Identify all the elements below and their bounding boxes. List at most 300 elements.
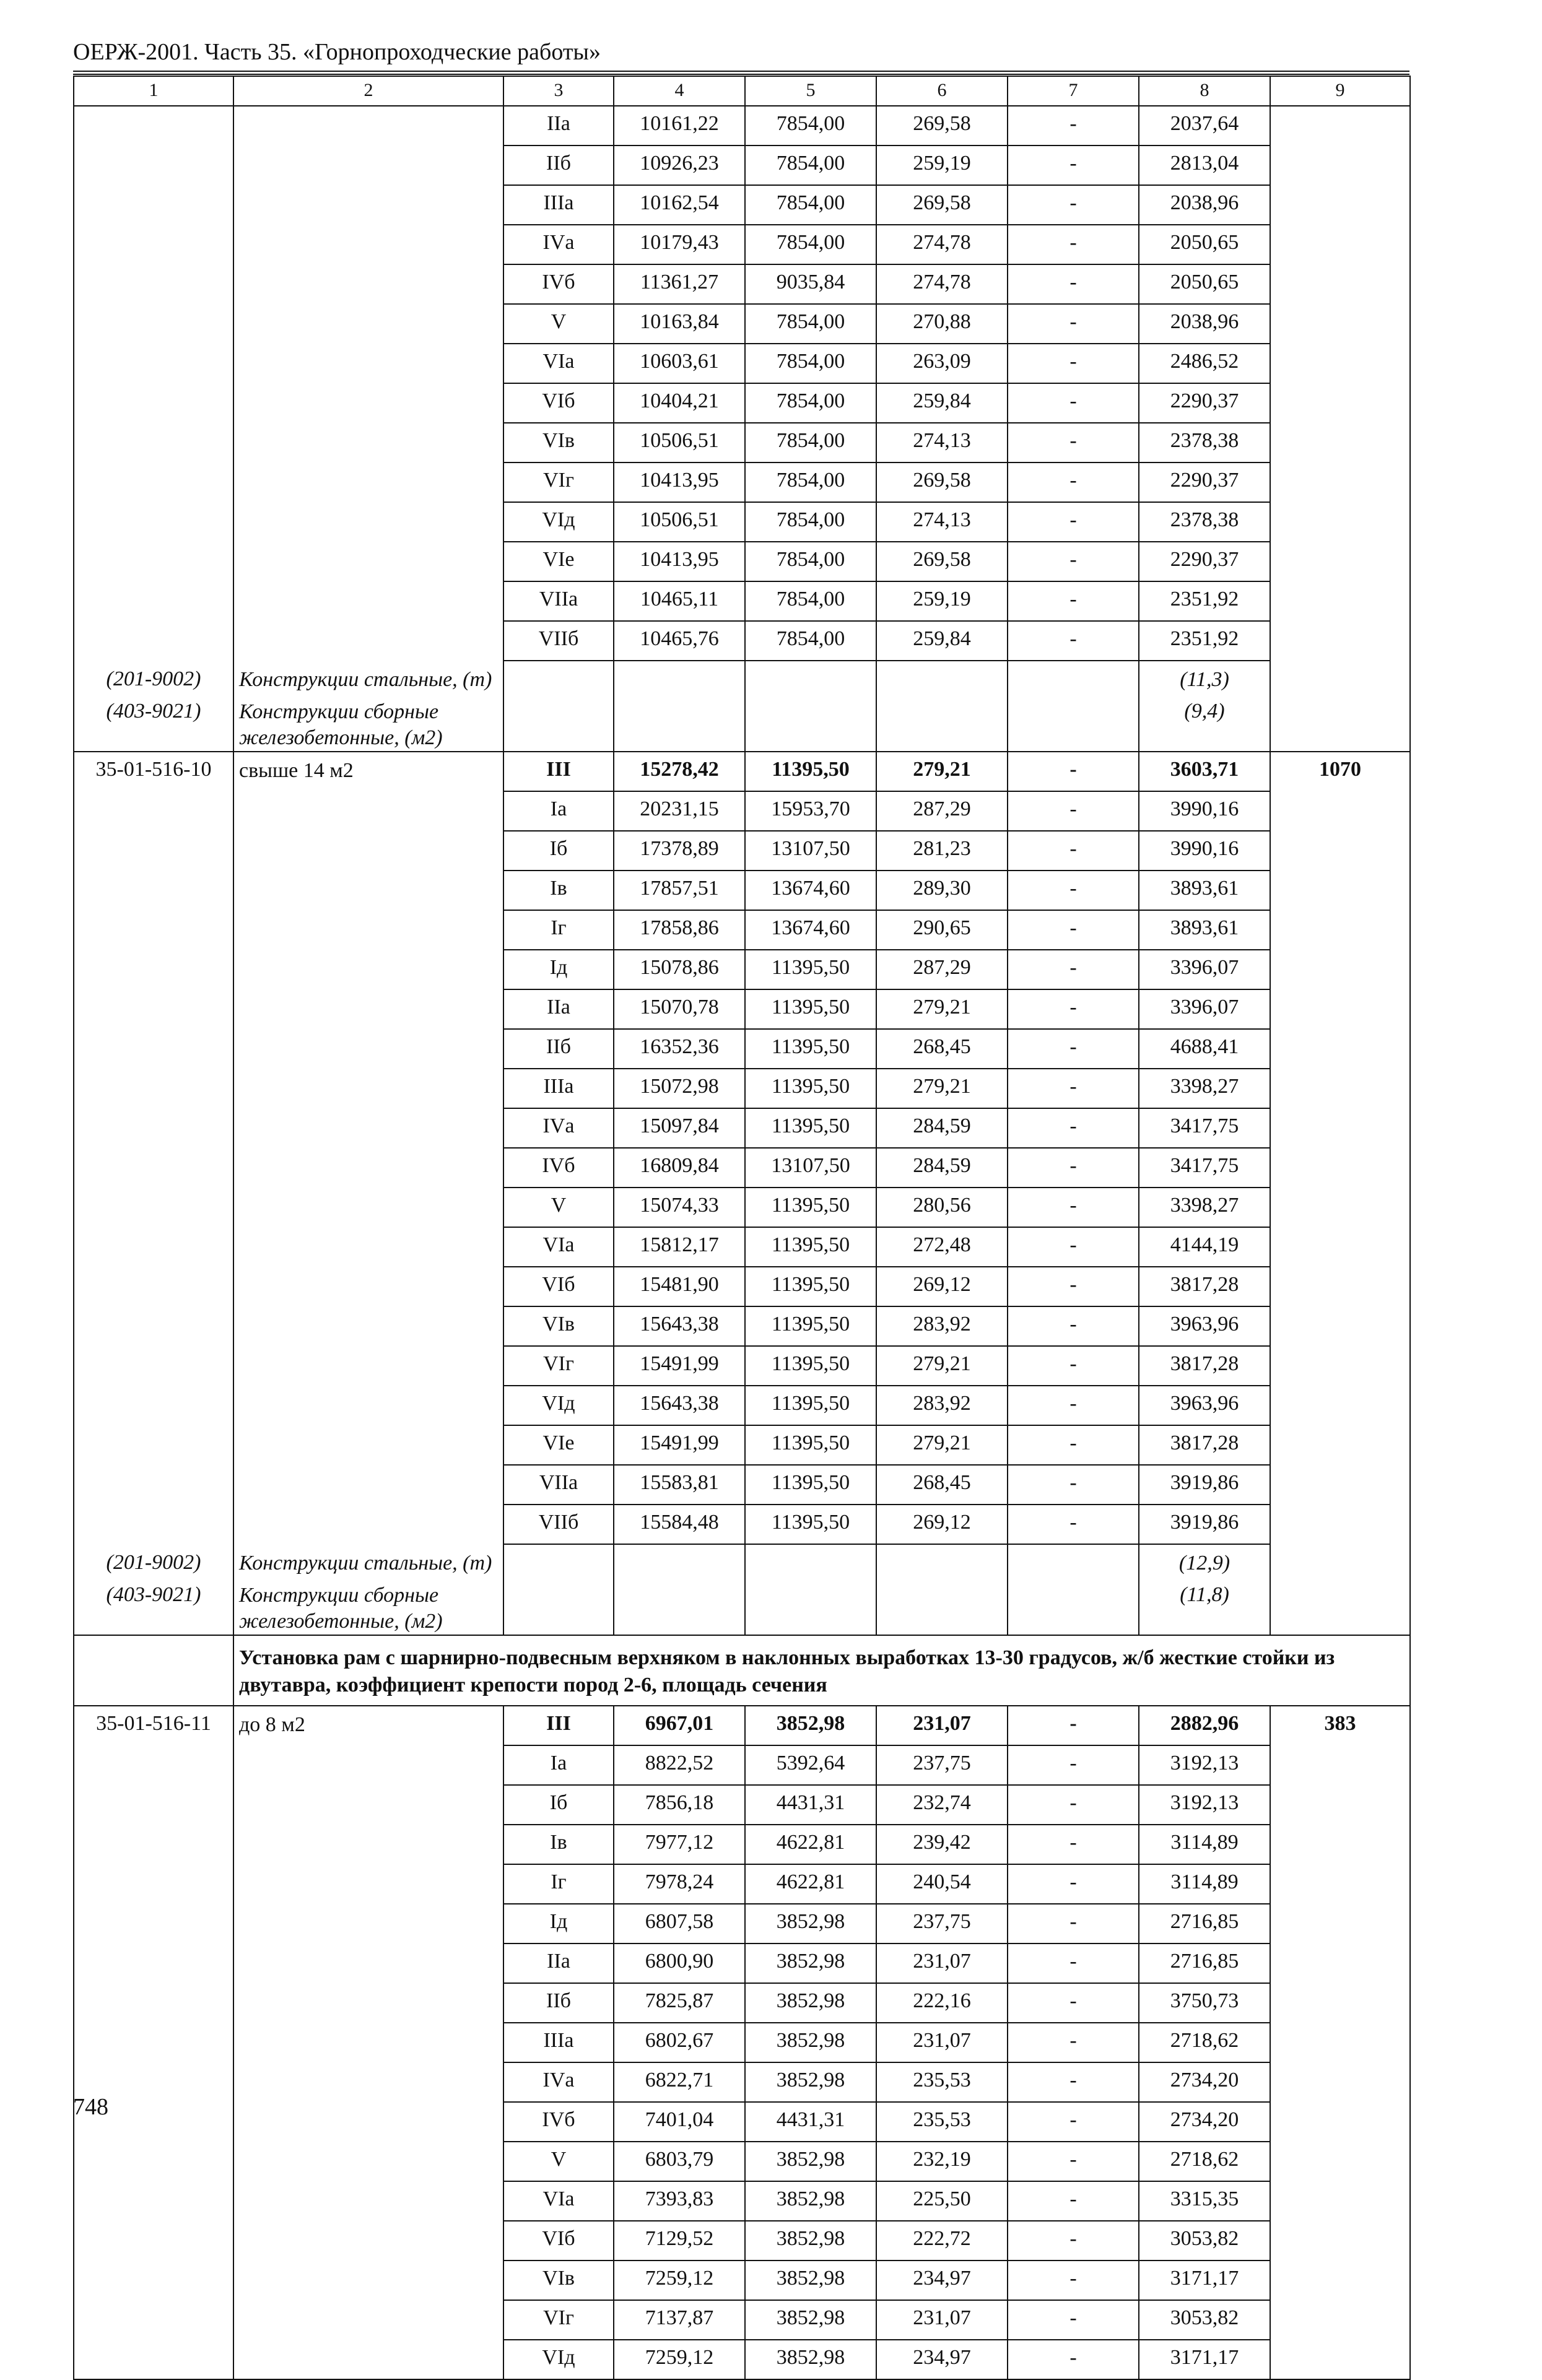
column-number: 9 <box>1270 76 1410 106</box>
material-name: Конструкции сборные железобетонные, (м2) <box>233 1576 503 1635</box>
header-rule <box>73 71 1409 75</box>
table-body <box>74 76 1410 2379</box>
total-cost-cell: 16352,36 <box>614 1029 745 1069</box>
rock-category-cell: VIг <box>503 463 614 502</box>
wages-cost-cell: - <box>1008 344 1139 383</box>
machines-cost-cell: 268,45 <box>876 1465 1008 1505</box>
wages-cost-cell: - <box>1008 502 1139 542</box>
machines-cost-cell: 270,88 <box>876 304 1008 344</box>
machines-cost-cell: 231,07 <box>876 1944 1008 1983</box>
wages-cost-cell: - <box>1008 2261 1139 2300</box>
machines-cost-cell: 269,12 <box>876 1267 1008 1306</box>
total-cost-cell: 15070,78 <box>614 989 745 1029</box>
materials-cost-cell: 11395,50 <box>745 1425 876 1465</box>
labor-cost-cell: 2290,37 <box>1139 542 1270 581</box>
item-description: до 8 м2 <box>233 1706 503 2379</box>
rock-category-cell: VIб <box>503 383 614 423</box>
total-cost-cell: 6822,71 <box>614 2062 745 2102</box>
page-header: ОЕРЖ-2001. Часть 35. «Горнопроходческие работы» <box>73 39 601 65</box>
machines-cost-cell: 283,92 <box>876 1306 1008 1346</box>
machines-cost-cell: 274,13 <box>876 423 1008 463</box>
machines-cost-cell: 287,29 <box>876 791 1008 831</box>
labor-cost-cell: 2037,64 <box>1139 106 1270 145</box>
materials-cost-cell: 4431,31 <box>745 2102 876 2142</box>
machines-cost-cell: 231,07 <box>876 1706 1008 1745</box>
machines-cost-cell: 234,97 <box>876 2340 1008 2379</box>
material-row <box>74 693 1410 752</box>
machines-cost-cell: 231,07 <box>876 2300 1008 2340</box>
empty-cell <box>1008 1576 1139 1635</box>
total-cost-cell: 15812,17 <box>614 1227 745 1267</box>
column-number: 8 <box>1139 76 1270 106</box>
wages-cost-cell: - <box>1008 1825 1139 1864</box>
total-cost-cell: 10162,54 <box>614 185 745 225</box>
rock-category-cell: VIв <box>503 423 614 463</box>
rock-category-cell: V <box>503 1188 614 1227</box>
machines-cost-cell: 284,59 <box>876 1108 1008 1148</box>
total-cost-cell: 15278,42 <box>614 752 745 791</box>
rock-category-cell: IIIа <box>503 185 614 225</box>
wages-cost-cell: - <box>1008 185 1139 225</box>
labor-cost-cell: 3893,61 <box>1139 910 1270 950</box>
wages-cost-cell: - <box>1008 2023 1139 2062</box>
machines-cost-cell: 283,92 <box>876 1386 1008 1425</box>
empty-cell <box>745 1576 876 1635</box>
rock-category-cell: Iв <box>503 871 614 910</box>
materials-cost-cell: 7854,00 <box>745 423 876 463</box>
machines-cost-cell: 240,54 <box>876 1864 1008 1904</box>
labor-cost-cell: 2813,04 <box>1139 145 1270 185</box>
materials-cost-cell: 7854,00 <box>745 344 876 383</box>
materials-cost-cell: 11395,50 <box>745 1029 876 1069</box>
machines-cost-cell: 231,07 <box>876 2023 1008 2062</box>
rock-category-cell: VIе <box>503 1425 614 1465</box>
rock-category-cell: VIд <box>503 2340 614 2379</box>
materials-cost-cell: 11395,50 <box>745 1227 876 1267</box>
wages-cost-cell: - <box>1008 989 1139 1029</box>
rock-category-cell: VIе <box>503 542 614 581</box>
total-cost-cell: 10465,11 <box>614 581 745 621</box>
material-quantity: (11,8) <box>1139 1576 1270 1635</box>
material-quantity: (11,3) <box>1139 661 1270 693</box>
wages-cost-cell: - <box>1008 1069 1139 1108</box>
labor-cost-cell: 3990,16 <box>1139 831 1270 871</box>
rock-category-cell: Iб <box>503 831 614 871</box>
total-cost-cell: 6800,90 <box>614 1944 745 1983</box>
rock-category-cell: IIа <box>503 1944 614 1983</box>
rock-category-cell: VIа <box>503 2181 614 2221</box>
rock-category-cell: IVб <box>503 264 614 304</box>
empty-cell <box>503 1576 614 1635</box>
wages-cost-cell: - <box>1008 1706 1139 1745</box>
material-row <box>74 661 1410 693</box>
section-heading-row <box>74 1635 1410 1706</box>
machines-cost-cell: 222,16 <box>876 1983 1008 2023</box>
materials-cost-cell: 3852,98 <box>745 2062 876 2102</box>
wages-cost-cell: - <box>1008 1029 1139 1069</box>
materials-cost-cell: 4622,81 <box>745 1825 876 1864</box>
rock-category-cell: VIIб <box>503 1505 614 1544</box>
machines-cost-cell: 259,84 <box>876 621 1008 661</box>
total-cost-cell: 7137,87 <box>614 2300 745 2340</box>
labor-cost-cell: 3398,27 <box>1139 1188 1270 1227</box>
machines-cost-cell: 259,19 <box>876 145 1008 185</box>
wages-cost-cell: - <box>1008 1386 1139 1425</box>
materials-cost-cell: 11395,50 <box>745 1108 876 1148</box>
table-row <box>74 1706 1410 1745</box>
machines-cost-cell: 281,23 <box>876 831 1008 871</box>
rock-category-cell: IVб <box>503 1148 614 1188</box>
wages-cost-cell: - <box>1008 2102 1139 2142</box>
material-code: (201-9002) <box>74 1544 233 1576</box>
total-cost-cell: 17858,86 <box>614 910 745 950</box>
total-cost-cell: 17857,51 <box>614 871 745 910</box>
wages-cost-cell: - <box>1008 831 1139 871</box>
total-cost-cell: 7978,24 <box>614 1864 745 1904</box>
rock-category-cell: IVб <box>503 2102 614 2142</box>
total-cost-cell: 15583,81 <box>614 1465 745 1505</box>
wages-cost-cell: - <box>1008 2181 1139 2221</box>
materials-cost-cell: 7854,00 <box>745 383 876 423</box>
machines-cost-cell: 269,58 <box>876 185 1008 225</box>
wages-cost-cell: - <box>1008 1944 1139 1983</box>
labor-cost-cell: 2351,92 <box>1139 581 1270 621</box>
labor-cost-cell: 3817,28 <box>1139 1267 1270 1306</box>
total-cost-cell: 10506,51 <box>614 502 745 542</box>
rock-category-cell: Iг <box>503 910 614 950</box>
rock-category-cell: V <box>503 304 614 344</box>
wages-cost-cell: - <box>1008 2340 1139 2379</box>
material-name: Конструкции стальные, (т) <box>233 1544 503 1576</box>
machines-cost-cell: 269,12 <box>876 1505 1008 1544</box>
rock-category-cell: Iг <box>503 1864 614 1904</box>
labor-cost-cell: 3750,73 <box>1139 1983 1270 2023</box>
labor-cost-cell: 3919,86 <box>1139 1465 1270 1505</box>
rock-category-cell: IIа <box>503 989 614 1029</box>
materials-cost-cell: 13107,50 <box>745 831 876 871</box>
wages-cost-cell: - <box>1008 871 1139 910</box>
total-cost-cell: 7259,12 <box>614 2261 745 2300</box>
materials-cost-cell: 11395,50 <box>745 989 876 1029</box>
materials-cost-cell: 11395,50 <box>745 1465 876 1505</box>
empty-cell <box>614 1544 745 1576</box>
materials-cost-cell: 3852,98 <box>745 1944 876 1983</box>
rock-category-cell: IIIа <box>503 1069 614 1108</box>
wages-cost-cell: - <box>1008 1227 1139 1267</box>
labor-cost-cell: 3171,17 <box>1139 2261 1270 2300</box>
labor-cost-cell: 2716,85 <box>1139 1944 1270 1983</box>
wages-cost-cell: - <box>1008 791 1139 831</box>
materials-cost-cell: 4622,81 <box>745 1864 876 1904</box>
materials-cost-cell: 7854,00 <box>745 542 876 581</box>
labor-cost-cell: 2882,96 <box>1139 1706 1270 1745</box>
wages-cost-cell: - <box>1008 621 1139 661</box>
wages-cost-cell: - <box>1008 264 1139 304</box>
rock-category-cell: VIIа <box>503 581 614 621</box>
wages-cost-cell: - <box>1008 1188 1139 1227</box>
wages-cost-cell: - <box>1008 581 1139 621</box>
empty-cell <box>1008 693 1139 752</box>
total-cost-cell: 10413,95 <box>614 463 745 502</box>
labor-cost-cell: 3817,28 <box>1139 1425 1270 1465</box>
rock-category-cell: VIд <box>503 502 614 542</box>
machines-cost-cell: 232,19 <box>876 2142 1008 2181</box>
materials-cost-cell: 3852,98 <box>745 2142 876 2181</box>
labor-cost-cell: 2718,62 <box>1139 2142 1270 2181</box>
materials-cost-cell: 7854,00 <box>745 225 876 264</box>
total-cost-cell: 15074,33 <box>614 1188 745 1227</box>
total-cost-cell: 15097,84 <box>614 1108 745 1148</box>
wages-cost-cell: - <box>1008 2300 1139 2340</box>
material-name: Конструкции стальные, (т) <box>233 661 503 693</box>
empty-cell <box>876 1576 1008 1635</box>
wages-cost-cell: - <box>1008 1745 1139 1785</box>
materials-cost-cell: 4431,31 <box>745 1785 876 1825</box>
labor-cost-cell: 3192,13 <box>1139 1785 1270 1825</box>
wages-cost-cell: - <box>1008 225 1139 264</box>
empty-cell <box>614 661 745 693</box>
rock-category-cell: VIб <box>503 1267 614 1306</box>
machines-cost-cell: 279,21 <box>876 1425 1008 1465</box>
machines-cost-cell: 235,53 <box>876 2102 1008 2142</box>
materials-cost-cell: 7854,00 <box>745 185 876 225</box>
total-cost-cell: 10413,95 <box>614 542 745 581</box>
materials-cost-cell: 11395,50 <box>745 752 876 791</box>
machines-cost-cell: 289,30 <box>876 871 1008 910</box>
materials-cost-cell: 11395,50 <box>745 950 876 989</box>
materials-cost-cell: 7854,00 <box>745 145 876 185</box>
empty-cell <box>745 1544 876 1576</box>
empty-cell <box>503 1544 614 1576</box>
wages-cost-cell: - <box>1008 1425 1139 1465</box>
total-cost-cell: 15481,90 <box>614 1267 745 1306</box>
column-number: 4 <box>614 76 745 106</box>
wages-cost-cell: - <box>1008 383 1139 423</box>
total-cost-cell: 10163,84 <box>614 304 745 344</box>
machines-cost-cell: 232,74 <box>876 1785 1008 1825</box>
rock-category-cell: IVа <box>503 225 614 264</box>
labor-cost-cell: 2351,92 <box>1139 621 1270 661</box>
labor-norm: 383 <box>1270 1706 1410 2379</box>
empty-cell <box>614 1576 745 1635</box>
labor-cost-cell: 3990,16 <box>1139 791 1270 831</box>
empty-cell <box>876 693 1008 752</box>
labor-norm: 1070 <box>1270 752 1410 1635</box>
wages-cost-cell: - <box>1008 1267 1139 1306</box>
labor-cost-cell: 4688,41 <box>1139 1029 1270 1069</box>
machines-cost-cell: 237,75 <box>876 1745 1008 1785</box>
labor-cost-cell: 3919,86 <box>1139 1505 1270 1544</box>
labor-cost-cell: 3315,35 <box>1139 2181 1270 2221</box>
materials-cost-cell: 11395,50 <box>745 1069 876 1108</box>
labor-cost-cell: 2734,20 <box>1139 2102 1270 2142</box>
machines-cost-cell: 280,56 <box>876 1188 1008 1227</box>
total-cost-cell: 7977,12 <box>614 1825 745 1864</box>
wages-cost-cell: - <box>1008 2221 1139 2261</box>
machines-cost-cell: 225,50 <box>876 2181 1008 2221</box>
materials-cost-cell: 7854,00 <box>745 502 876 542</box>
material-code: (201-9002) <box>74 661 233 693</box>
rock-category-cell: IVа <box>503 1108 614 1148</box>
rock-category-cell: IIIа <box>503 2023 614 2062</box>
material-row <box>74 1544 1410 1576</box>
total-cost-cell: 15491,99 <box>614 1346 745 1386</box>
labor-cost-cell: 2290,37 <box>1139 463 1270 502</box>
wages-cost-cell: - <box>1008 542 1139 581</box>
materials-cost-cell: 3852,98 <box>745 2221 876 2261</box>
total-cost-cell: 7401,04 <box>614 2102 745 2142</box>
machines-cost-cell: 279,21 <box>876 752 1008 791</box>
materials-cost-cell: 11395,50 <box>745 1346 876 1386</box>
material-quantity: (12,9) <box>1139 1544 1270 1576</box>
materials-cost-cell: 13674,60 <box>745 910 876 950</box>
total-cost-cell: 6802,67 <box>614 2023 745 2062</box>
materials-cost-cell: 11395,50 <box>745 1306 876 1346</box>
total-cost-cell: 15072,98 <box>614 1069 745 1108</box>
labor-cost-cell: 3192,13 <box>1139 1745 1270 1785</box>
rock-category-cell: III <box>503 1706 614 1745</box>
machines-cost-cell: 268,45 <box>876 1029 1008 1069</box>
material-quantity: (9,4) <box>1139 693 1270 752</box>
rates-table <box>73 76 1411 2380</box>
total-cost-cell: 10926,23 <box>614 145 745 185</box>
rock-category-cell: IIб <box>503 1029 614 1069</box>
item-code <box>74 106 233 661</box>
wages-cost-cell: - <box>1008 752 1139 791</box>
wages-cost-cell: - <box>1008 2062 1139 2102</box>
labor-cost-cell: 3171,17 <box>1139 2340 1270 2379</box>
wages-cost-cell: - <box>1008 1983 1139 2023</box>
rock-category-cell: V <box>503 2142 614 2181</box>
machines-cost-cell: 269,58 <box>876 542 1008 581</box>
empty-cell <box>503 693 614 752</box>
materials-cost-cell: 7854,00 <box>745 581 876 621</box>
labor-cost-cell: 3417,75 <box>1139 1148 1270 1188</box>
wages-cost-cell: - <box>1008 1864 1139 1904</box>
labor-cost-cell: 2718,62 <box>1139 2023 1270 2062</box>
materials-cost-cell: 15953,70 <box>745 791 876 831</box>
empty-cell <box>876 1544 1008 1576</box>
total-cost-cell: 15584,48 <box>614 1505 745 1544</box>
column-number: 1 <box>74 76 233 106</box>
rock-category-cell: Iа <box>503 1745 614 1785</box>
machines-cost-cell: 279,21 <box>876 1346 1008 1386</box>
labor-cost-cell: 3053,82 <box>1139 2221 1270 2261</box>
labor-cost-cell: 3963,96 <box>1139 1386 1270 1425</box>
rock-category-cell: IIа <box>503 106 614 145</box>
wages-cost-cell: - <box>1008 1148 1139 1188</box>
labor-cost-cell: 3603,71 <box>1139 752 1270 791</box>
wages-cost-cell: - <box>1008 423 1139 463</box>
total-cost-cell: 7393,83 <box>614 2181 745 2221</box>
machines-cost-cell: 269,58 <box>876 463 1008 502</box>
machines-cost-cell: 272,48 <box>876 1227 1008 1267</box>
wages-cost-cell: - <box>1008 1505 1139 1544</box>
section-code-cell <box>74 1635 233 1706</box>
total-cost-cell: 10161,22 <box>614 106 745 145</box>
rock-category-cell: VIа <box>503 1227 614 1267</box>
machines-cost-cell: 284,59 <box>876 1148 1008 1188</box>
total-cost-cell: 10603,61 <box>614 344 745 383</box>
rock-category-cell: VIа <box>503 344 614 383</box>
total-cost-cell: 11361,27 <box>614 264 745 304</box>
labor-cost-cell: 2378,38 <box>1139 502 1270 542</box>
machines-cost-cell: 274,78 <box>876 264 1008 304</box>
material-row <box>74 1576 1410 1635</box>
labor-cost-cell: 3114,89 <box>1139 1825 1270 1864</box>
wages-cost-cell: - <box>1008 910 1139 950</box>
materials-cost-cell: 11395,50 <box>745 1505 876 1544</box>
column-number: 6 <box>876 76 1008 106</box>
materials-cost-cell: 5392,64 <box>745 1745 876 1785</box>
materials-cost-cell: 11395,50 <box>745 1386 876 1425</box>
total-cost-cell: 10506,51 <box>614 423 745 463</box>
item-code: 35-01-516-10 <box>74 752 233 1544</box>
labor-cost-cell: 4144,19 <box>1139 1227 1270 1267</box>
rock-category-cell: Iд <box>503 950 614 989</box>
item-description: свыше 14 м2 <box>233 752 503 1544</box>
total-cost-cell: 7129,52 <box>614 2221 745 2261</box>
material-code: (403-9021) <box>74 693 233 752</box>
wages-cost-cell: - <box>1008 2142 1139 2181</box>
total-cost-cell: 8822,52 <box>614 1745 745 1785</box>
materials-cost-cell: 3852,98 <box>745 2261 876 2300</box>
labor-cost-cell: 2378,38 <box>1139 423 1270 463</box>
total-cost-cell: 15643,38 <box>614 1386 745 1425</box>
rock-category-cell: Iв <box>503 1825 614 1864</box>
empty-cell <box>876 661 1008 693</box>
total-cost-cell: 7259,12 <box>614 2340 745 2379</box>
labor-cost-cell: 2290,37 <box>1139 383 1270 423</box>
total-cost-cell: 16809,84 <box>614 1148 745 1188</box>
machines-cost-cell: 290,65 <box>876 910 1008 950</box>
rock-category-cell: IIб <box>503 145 614 185</box>
empty-cell <box>503 661 614 693</box>
column-number: 5 <box>745 76 876 106</box>
labor-norm <box>1270 106 1410 752</box>
machines-cost-cell: 237,75 <box>876 1904 1008 1944</box>
total-cost-cell: 6803,79 <box>614 2142 745 2181</box>
empty-cell <box>1008 1544 1139 1576</box>
total-cost-cell: 10404,21 <box>614 383 745 423</box>
total-cost-cell: 7856,18 <box>614 1785 745 1825</box>
labor-cost-cell: 2050,65 <box>1139 225 1270 264</box>
machines-cost-cell: 259,19 <box>876 581 1008 621</box>
materials-cost-cell: 3852,98 <box>745 1904 876 1944</box>
rock-category-cell: IIб <box>503 1983 614 2023</box>
empty-cell <box>1008 661 1139 693</box>
labor-cost-cell: 3398,27 <box>1139 1069 1270 1108</box>
rock-category-cell: VIIа <box>503 1465 614 1505</box>
wages-cost-cell: - <box>1008 106 1139 145</box>
item-description <box>233 106 503 661</box>
rock-category-cell: Iа <box>503 791 614 831</box>
empty-cell <box>745 693 876 752</box>
materials-cost-cell: 11395,50 <box>745 1188 876 1227</box>
rock-category-cell: VIд <box>503 1386 614 1425</box>
wages-cost-cell: - <box>1008 1108 1139 1148</box>
materials-cost-cell: 9035,84 <box>745 264 876 304</box>
machines-cost-cell: 274,78 <box>876 225 1008 264</box>
rock-category-cell: VIг <box>503 1346 614 1386</box>
labor-cost-cell: 2486,52 <box>1139 344 1270 383</box>
machines-cost-cell: 269,58 <box>876 106 1008 145</box>
materials-cost-cell: 7854,00 <box>745 106 876 145</box>
materials-cost-cell: 3852,98 <box>745 2300 876 2340</box>
item-code: 35-01-516-11 <box>74 1706 233 2379</box>
empty-cell <box>745 661 876 693</box>
material-code: (403-9021) <box>74 1576 233 1635</box>
